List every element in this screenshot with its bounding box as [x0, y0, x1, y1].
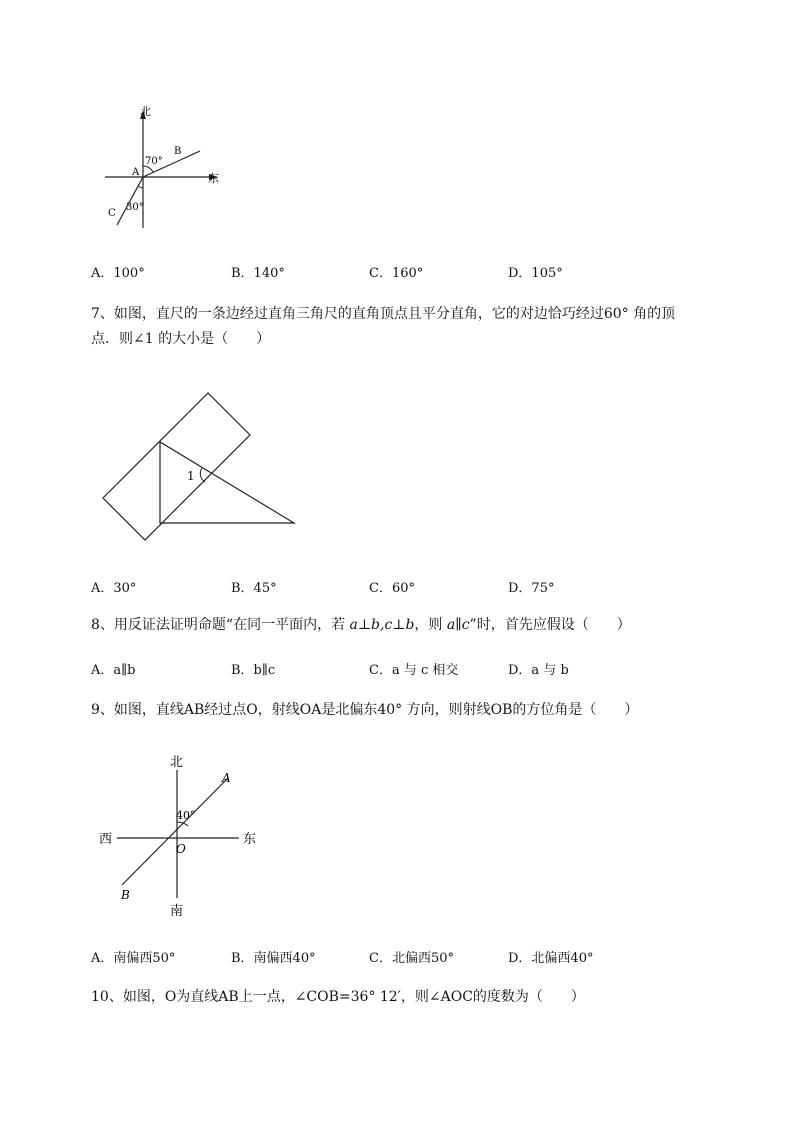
line-ab [122, 778, 228, 885]
q6-options [91, 262, 691, 282]
right-triangle [160, 442, 294, 523]
point-c-label: C [108, 208, 116, 219]
question-9: 9、如图，直线AB经过点O，射线OA是北偏东40° 方向，则射线OB的方位角是（ ） [91, 702, 639, 718]
q6-option-d[interactable]: D．105° [508, 266, 563, 281]
ruler [103, 393, 250, 540]
q9-option-d[interactable]: D．北偏西40° [508, 951, 594, 966]
point-o-label: O [176, 842, 186, 856]
q7-option-c[interactable]: C．60° [369, 581, 415, 596]
south-label: 南 [170, 904, 184, 919]
q9-option-c[interactable]: C．北偏西50° [369, 951, 454, 966]
compass-figure-q6 [100, 100, 230, 235]
q9-option-a[interactable]: A．南偏西50° [91, 951, 176, 966]
east-label: 东 [243, 832, 257, 847]
point-a-label: A [132, 167, 140, 178]
angle-70-label: 70° [145, 156, 163, 167]
q6-option-b[interactable]: B．140° [231, 266, 285, 281]
q7-options [91, 577, 691, 597]
question-10: 10、如图，O为直线AB上一点，∠COB=36° 12′，则∠AOC的度数为（ ） [91, 989, 585, 1005]
q8-mid: ，则 [414, 617, 447, 633]
west-label: 西 [99, 832, 113, 847]
q7-option-d[interactable]: D．75° [508, 581, 555, 596]
q8-option-b[interactable]: B．b∥c [231, 663, 276, 678]
angle-40-label: 40° [176, 809, 196, 822]
q8-conclusion: a∥c [446, 617, 470, 633]
q8-option-d[interactable]: D．a 与 b [508, 663, 569, 678]
question-7-line-2: 点．则∠1 的大小是（ ） [91, 331, 271, 347]
angle-30-label: 30° [126, 202, 144, 213]
compass-figure-q9 [95, 750, 270, 920]
q9-option-b[interactable]: B．南偏西40° [231, 951, 316, 966]
point-b-label: B [174, 146, 182, 157]
q8-suffix: ”时，首先应假设（ ） [469, 617, 631, 633]
ruler-triangle-figure-q7 [95, 388, 305, 548]
angle-1-label: 1 [187, 469, 195, 483]
q7-option-a[interactable]: A．30° [91, 581, 137, 596]
question-7-line-1: 7、如图，直尺的一条边经过直角三角尺的直角顶点且平分直角，它的对边恰巧经过60° 角的顶 [91, 306, 676, 322]
point-a-label: A [222, 771, 231, 785]
angle-arc-30 [138, 186, 143, 188]
q7-option-b[interactable]: B．45° [231, 581, 277, 596]
question-8 [91, 613, 631, 637]
q8-option-c[interactable]: C．a 与 c 相交 [369, 663, 459, 678]
north-label: 北 [170, 755, 184, 770]
point-b-label: B [121, 888, 130, 902]
north-label: 北 [140, 105, 151, 118]
q6-option-a[interactable]: A．100° [91, 266, 145, 281]
q8-condition: a⊥b,c⊥b [349, 617, 415, 633]
q8-options [91, 659, 691, 679]
q9-options [91, 947, 691, 967]
q8-prefix: 8、用反证法证明命题“在同一平面内，若 [91, 617, 350, 633]
q6-option-c[interactable]: C．160° [369, 266, 424, 281]
east-label: 东 [208, 172, 219, 185]
ray-ac [117, 177, 143, 225]
q8-option-a[interactable]: A．a∥b [91, 663, 136, 678]
